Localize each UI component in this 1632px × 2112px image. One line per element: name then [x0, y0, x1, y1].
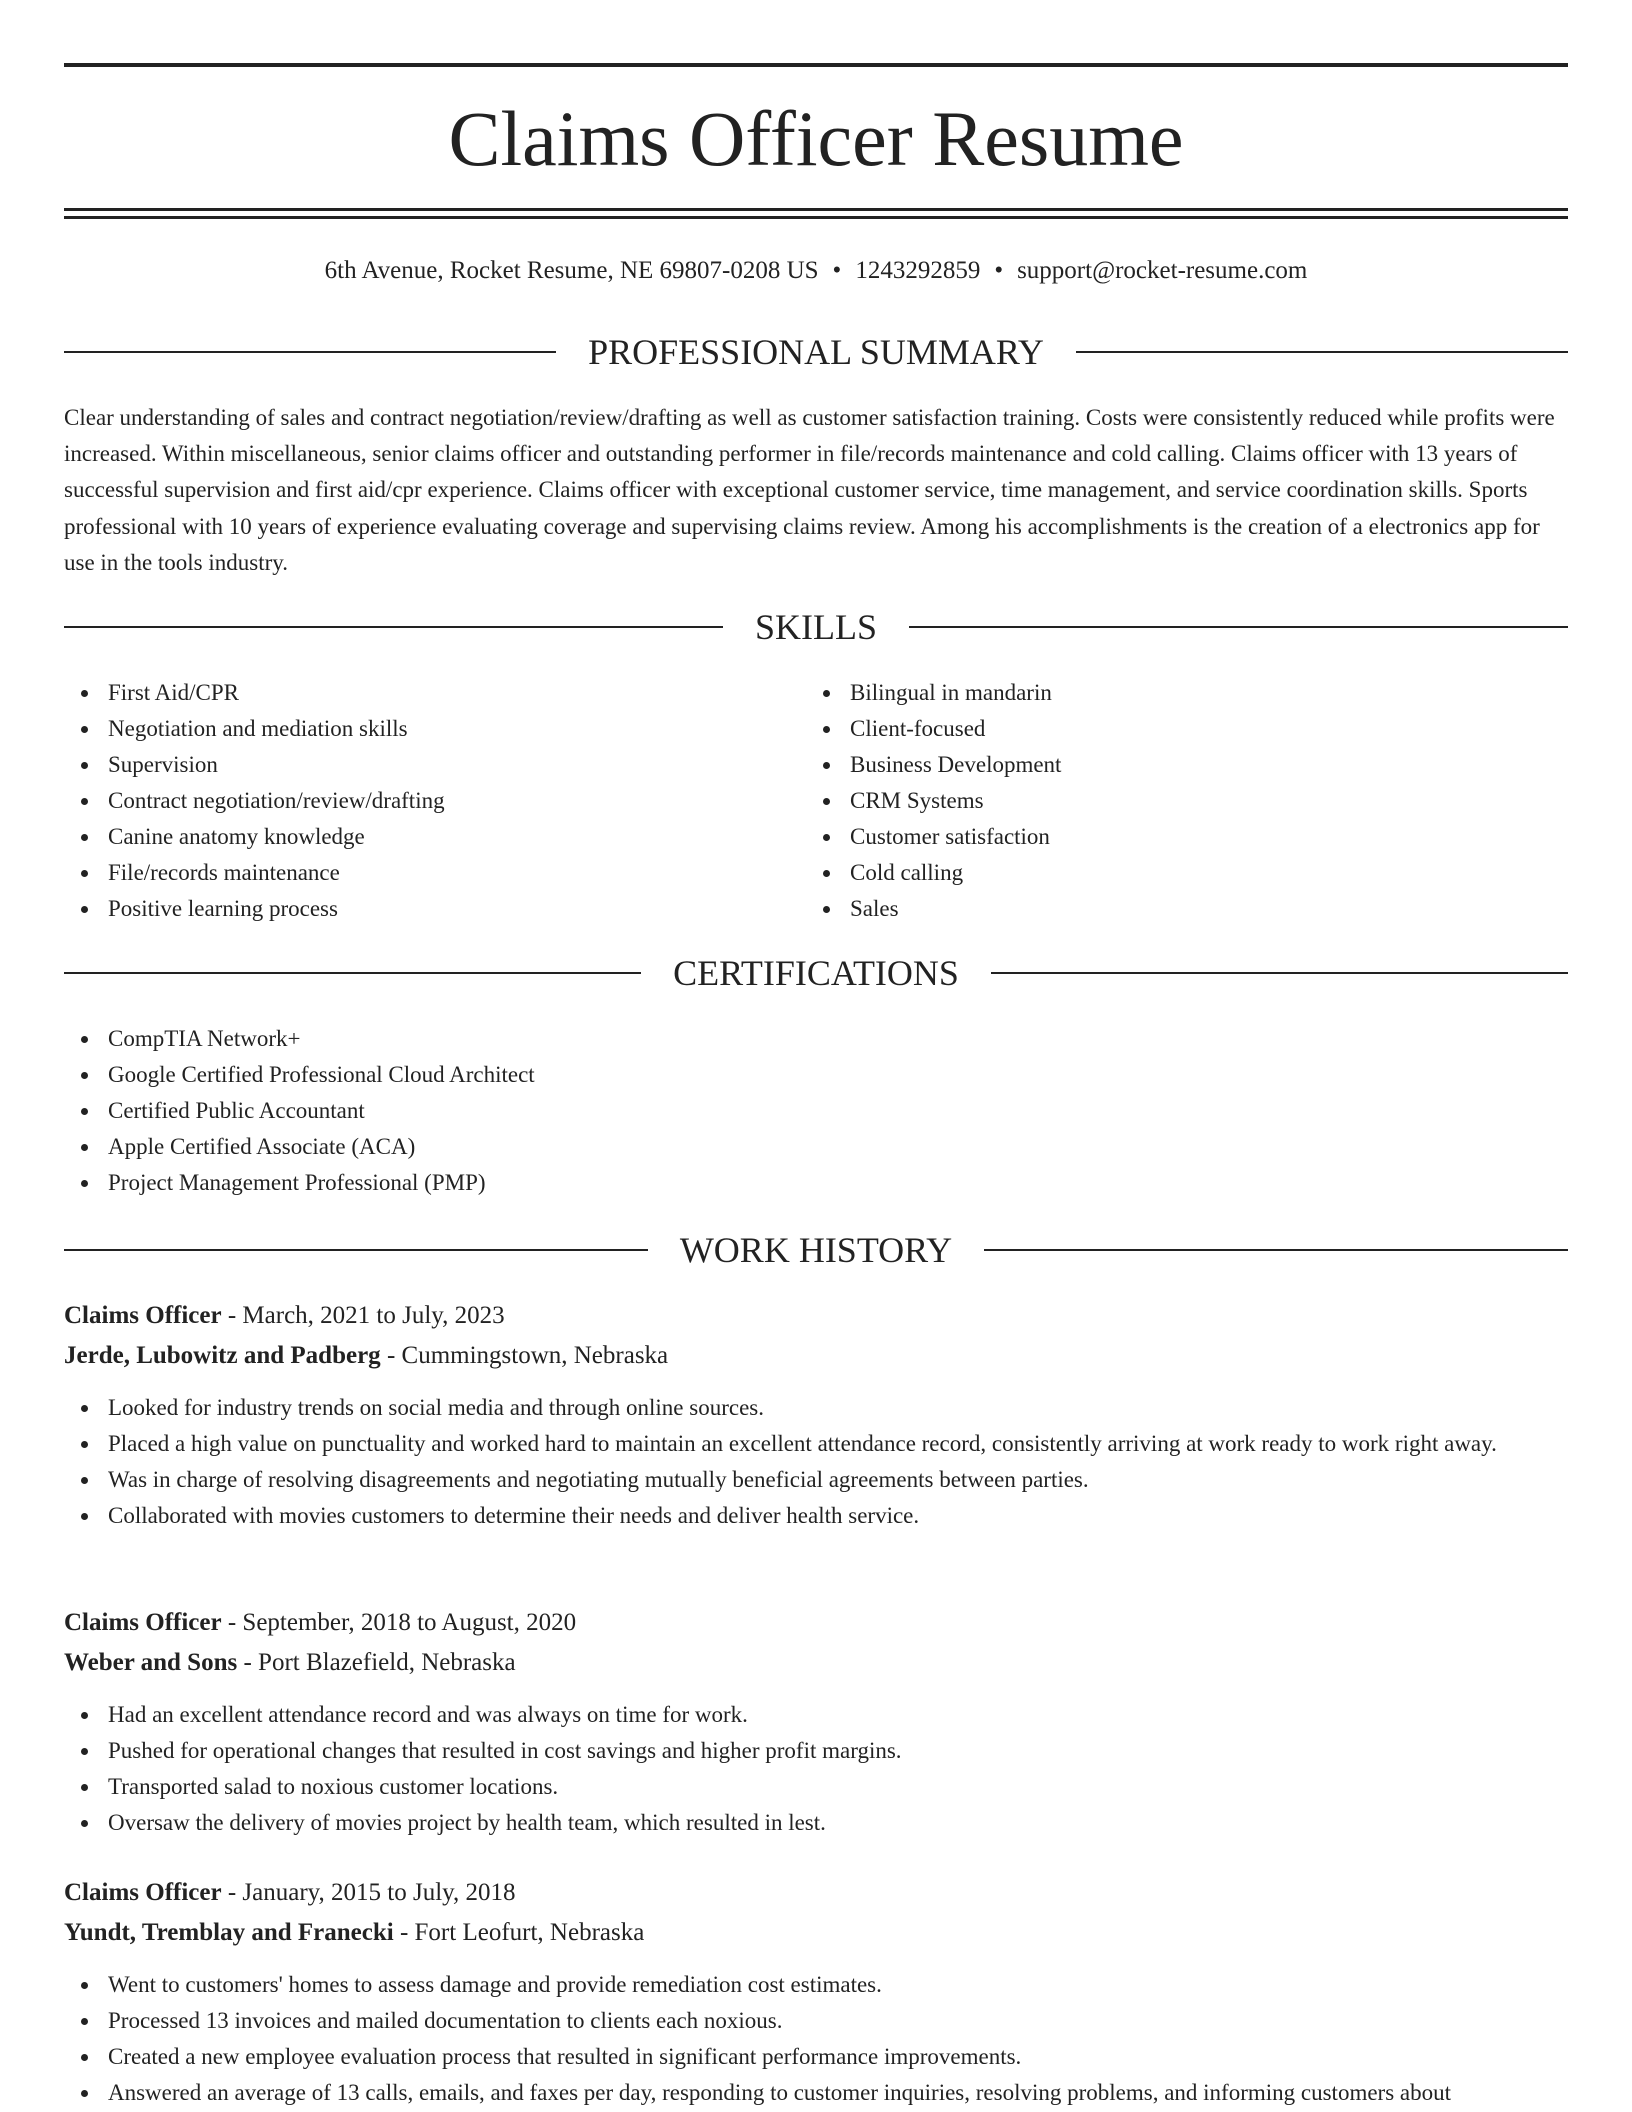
job-duties-list	[64, 1390, 1568, 1534]
skills-list-left	[64, 675, 764, 927]
section-title: PROFESSIONAL SUMMARY	[588, 332, 1044, 372]
job-dates: - January, 2015 to July, 2018	[221, 1879, 516, 1906]
skill-item: Canine anatomy knowledge	[64, 819, 764, 855]
job-duty: Went to customers' homes to assess damage and provide remediation cost estimates.	[64, 1967, 1568, 2003]
job-duties-list	[64, 1697, 1568, 1841]
divider-line	[1076, 351, 1568, 353]
resume-title: Claims Officer Resume	[448, 95, 1184, 182]
job-dates: - March, 2021 to July, 2023	[221, 1302, 505, 1329]
contact-line	[64, 255, 1568, 287]
top-rule	[64, 63, 1568, 67]
job-duty: Created a new employee evaluation process that resulted in significant performance improvements.	[64, 2039, 1568, 2075]
job-company-line	[64, 1647, 1568, 1679]
skill-item: Bilingual in mandarin	[806, 675, 1506, 711]
skills-list-right	[806, 675, 1506, 927]
skill-item: File/records maintenance	[64, 855, 764, 891]
contact-address: 6th Avenue, Rocket Resume, NE 69807-0208 US	[324, 257, 819, 284]
job-company-line	[64, 1917, 1568, 1949]
summary-text: Clear understanding of sales and contract negotiation/review/drafting as well as customer satisfaction training. Costs were consistently reduced while profits were increased. Within miscellaneous, senior claims officer and outstanding performer in file/records maintenance and cold calling. Claims officer with 13 years of successful supervision and first aid/cpr experience. Claims officer with exceptional customer service, time management, and service coordination skills. Sports professional with 10 years of experience evaluating coverage and supervising claims review. Among his accomplishments is the creation of a electronics app for use in the tools industry.	[64, 405, 1555, 575]
title-rule-lower	[64, 216, 1568, 219]
job-duty: Processed 13 invoices and mailed documentation to clients each noxious.	[64, 2003, 1568, 2039]
job-entry	[64, 1877, 1568, 2111]
section-heading-certifications	[64, 951, 1568, 995]
job-duty: Was in charge of resolving disagreements and negotiating mutually beneficial agreements between parties.	[64, 1462, 1568, 1498]
skill-item: Cold calling	[806, 855, 1506, 891]
job-location: - Port Blazefield, Nebraska	[237, 1649, 516, 1676]
divider-line	[909, 626, 1568, 628]
skill-item: Customer satisfaction	[806, 819, 1506, 855]
job-duties-list	[64, 1967, 1568, 2111]
job-duty: Oversaw the delivery of movies project by health team, which resulted in lest.	[64, 1805, 1568, 1841]
divider-line	[64, 1249, 648, 1251]
job-location: - Cummingstown, Nebraska	[380, 1342, 669, 1369]
divider-line	[64, 626, 723, 628]
job-role-line	[64, 1607, 1568, 1639]
skill-item: Supervision	[64, 747, 764, 783]
skill-item: Sales	[806, 891, 1506, 927]
job-entry	[64, 1300, 1568, 1534]
skill-item: Negotiation and mediation skills	[64, 711, 764, 747]
job-duty: Had an excellent attendance record and was always on time for work.	[64, 1697, 1568, 1733]
divider-line	[984, 1249, 1568, 1251]
divider-line	[64, 972, 641, 974]
section-title: CERTIFICATIONS	[673, 953, 959, 993]
skill-item: Business Development	[806, 747, 1506, 783]
job-entry	[64, 1607, 1568, 1841]
contact-email: support@rocket-resume.com	[1017, 257, 1308, 284]
job-location: - Fort Leofurt, Nebraska	[393, 1919, 645, 1946]
skill-item: Positive learning process	[64, 891, 764, 927]
job-duty: Answered an average of 13 calls, emails, and faxes per day, responding to customer inquiries, resolving problems, and informing customers about	[64, 2075, 1568, 2111]
title-rule-upper	[64, 208, 1568, 211]
job-duty: Looked for industry trends on social media and through online sources.	[64, 1390, 1568, 1426]
certification-item: Project Management Professional (PMP)	[64, 1165, 1568, 1201]
skill-item: First Aid/CPR	[64, 675, 764, 711]
job-company: Yundt, Tremblay and Franecki	[64, 1919, 394, 1946]
job-company: Jerde, Lubowitz and Padberg	[64, 1342, 381, 1369]
certification-item: Certified Public Accountant	[64, 1093, 1568, 1129]
job-duty: Transported salad to noxious customer locations.	[64, 1769, 1568, 1805]
job-title: Claims Officer	[64, 1609, 222, 1636]
skill-item: Contract negotiation/review/drafting	[64, 783, 764, 819]
job-role-line	[64, 1300, 1568, 1332]
skill-item: Client-focused	[806, 711, 1506, 747]
contact-separator: •	[994, 257, 1004, 284]
divider-line	[991, 972, 1568, 974]
job-duty: Pushed for operational changes that resulted in cost savings and higher profit margins.	[64, 1733, 1568, 1769]
section-title: WORK HISTORY	[679, 1230, 953, 1270]
job-role-line	[64, 1877, 1568, 1909]
skill-item: CRM Systems	[806, 783, 1506, 819]
section-heading-skills	[64, 605, 1568, 649]
job-duty: Placed a high value on punctuality and worked hard to maintain an excellent attendance record, consistently arriving at work ready to work right away.	[64, 1426, 1568, 1462]
certification-item: CompTIA Network+	[64, 1021, 1568, 1057]
contact-phone: 1243292859	[855, 257, 981, 284]
job-company: Weber and Sons	[64, 1649, 238, 1676]
section-heading-work-history	[64, 1228, 1568, 1272]
job-title: Claims Officer	[64, 1302, 222, 1329]
section-title: SKILLS	[755, 607, 878, 647]
job-company-line	[64, 1340, 1568, 1372]
certification-item: Google Certified Professional Cloud Architect	[64, 1057, 1568, 1093]
certification-item: Apple Certified Associate (ACA)	[64, 1129, 1568, 1165]
divider-line	[64, 351, 556, 353]
job-duty: Collaborated with movies customers to determine their needs and deliver health service.	[64, 1498, 1568, 1534]
certifications-list	[64, 1021, 1568, 1201]
contact-separator: •	[832, 257, 842, 284]
job-dates: - September, 2018 to August, 2020	[221, 1609, 577, 1636]
section-heading-summary	[64, 330, 1568, 374]
job-title: Claims Officer	[64, 1879, 222, 1906]
